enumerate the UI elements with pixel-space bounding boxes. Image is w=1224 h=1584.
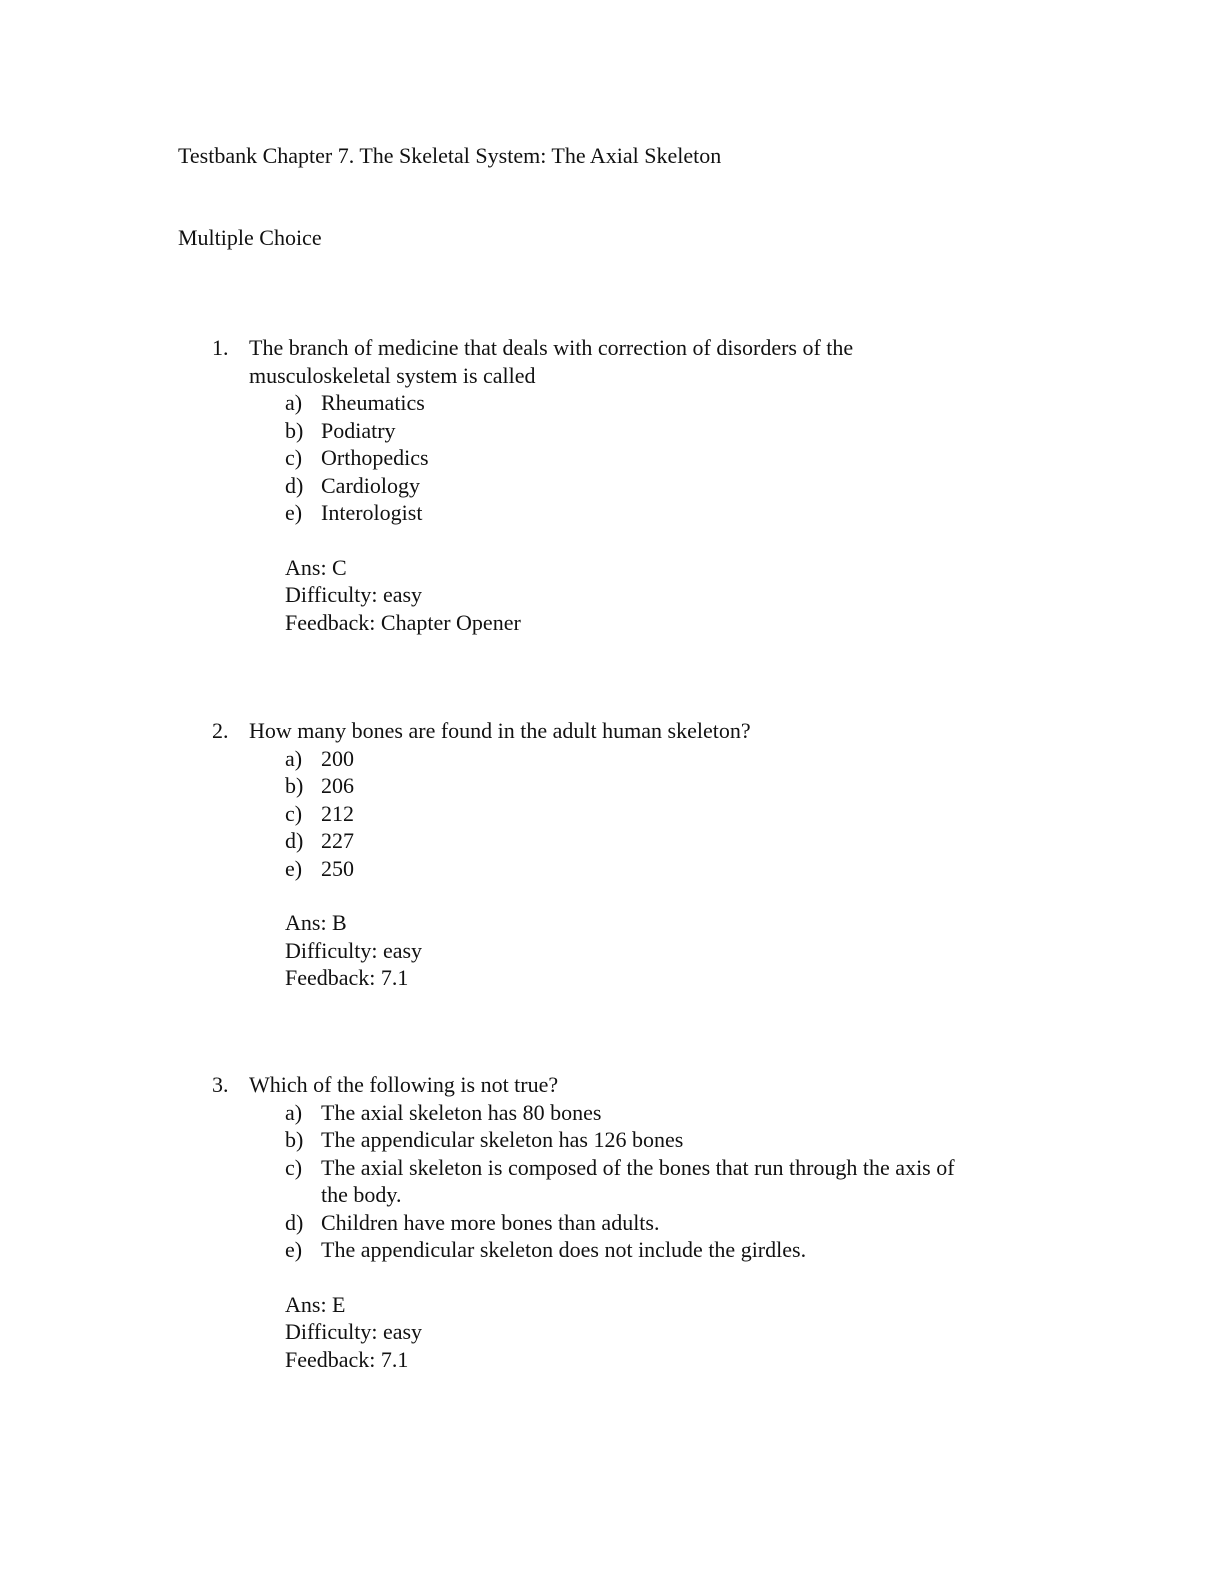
option-text: The appendicular skeleton does not include the girdles. (321, 1237, 807, 1262)
option-letter: d) (285, 1209, 304, 1235)
question-stem-line (212, 334, 1032, 362)
question-text: Which of the following is not true? (249, 1072, 559, 1097)
question-2 (212, 717, 1032, 992)
answer-option (212, 1126, 1032, 1154)
option-letter: c) (285, 800, 303, 826)
page-title: Testbank Chapter 7. The Skeletal System: The Axial Skeleton (178, 143, 722, 168)
option-text: 212 (321, 800, 354, 826)
spacer (212, 527, 1032, 554)
question-1 (212, 334, 1032, 636)
option-text: Rheumatics (321, 390, 425, 415)
option-letter: d) (285, 828, 304, 853)
answer-option (212, 772, 1032, 800)
question-text: musculoskeletal system is called (249, 362, 536, 388)
option-text: Cardiology (321, 472, 420, 498)
section-heading: Multiple Choice (178, 225, 322, 250)
feedback: Feedback: 7.1 (285, 965, 409, 990)
option-letter: a) (285, 390, 303, 415)
option-letter: c) (285, 445, 303, 470)
answer-key: Ans: E (285, 1291, 346, 1317)
question-stem-line (212, 1071, 1032, 1099)
answer-option (212, 827, 1032, 855)
option-text: Children have more bones than adults. (321, 1209, 660, 1235)
answer-option (212, 1236, 1032, 1264)
question-number: 1. (212, 335, 229, 360)
option-text: Podiatry (321, 417, 396, 443)
question-3 (212, 1071, 1032, 1373)
option-letter: c) (285, 1154, 303, 1180)
answer-option (212, 745, 1032, 773)
question-text: The branch of medicine that deals with correction of disorders of the (249, 335, 854, 360)
spacer (212, 882, 1032, 909)
option-letter: b) (285, 417, 304, 443)
option-text: the body. (321, 1182, 402, 1207)
difficulty: Difficulty: easy (285, 1319, 423, 1344)
question-number: 2. (212, 718, 229, 743)
option-text: The axial skeleton is composed of the bones that run through the axis of (321, 1154, 955, 1180)
answer-key: Ans: B (285, 910, 347, 935)
option-letter: d) (285, 472, 304, 498)
answer-key: Ans: C (285, 554, 347, 580)
option-text: 200 (321, 745, 354, 771)
option-text: 206 (321, 773, 354, 798)
feedback: Feedback: 7.1 (285, 1346, 409, 1372)
option-text: 250 (321, 855, 354, 881)
answer-option (212, 444, 1032, 472)
feedback: Feedback: Chapter Opener (285, 609, 521, 635)
difficulty: Difficulty: easy (285, 937, 423, 963)
question-number: 3. (212, 1072, 229, 1097)
option-letter: e) (285, 500, 303, 525)
option-text: 227 (321, 828, 354, 853)
option-letter: a) (285, 745, 303, 771)
option-text: The appendicular skeleton has 126 bones (321, 1127, 684, 1152)
option-text: Interologist (321, 500, 423, 525)
difficulty: Difficulty: easy (285, 582, 423, 607)
answer-option (212, 472, 1032, 500)
answer-option (212, 1154, 1032, 1182)
answer-option (212, 417, 1032, 445)
option-letter: b) (285, 1127, 304, 1152)
option-text: The axial skeleton has 80 bones (321, 1099, 602, 1125)
answer-option-continuation (212, 1181, 1032, 1209)
option-text: Orthopedics (321, 445, 429, 470)
option-letter: e) (285, 855, 303, 881)
option-letter: a) (285, 1099, 303, 1125)
question-text: How many bones are found in the adult human skeleton? (249, 718, 751, 743)
answer-option (212, 1209, 1032, 1237)
answer-option (212, 389, 1032, 417)
answer-option (212, 499, 1032, 527)
option-letter: e) (285, 1237, 303, 1262)
option-letter: b) (285, 773, 304, 798)
answer-option (212, 800, 1032, 828)
question-stem-line (212, 717, 1032, 745)
answer-option (212, 855, 1032, 883)
answer-option (212, 1099, 1032, 1127)
spacer (212, 1264, 1032, 1291)
question-stem-line (212, 362, 1032, 390)
